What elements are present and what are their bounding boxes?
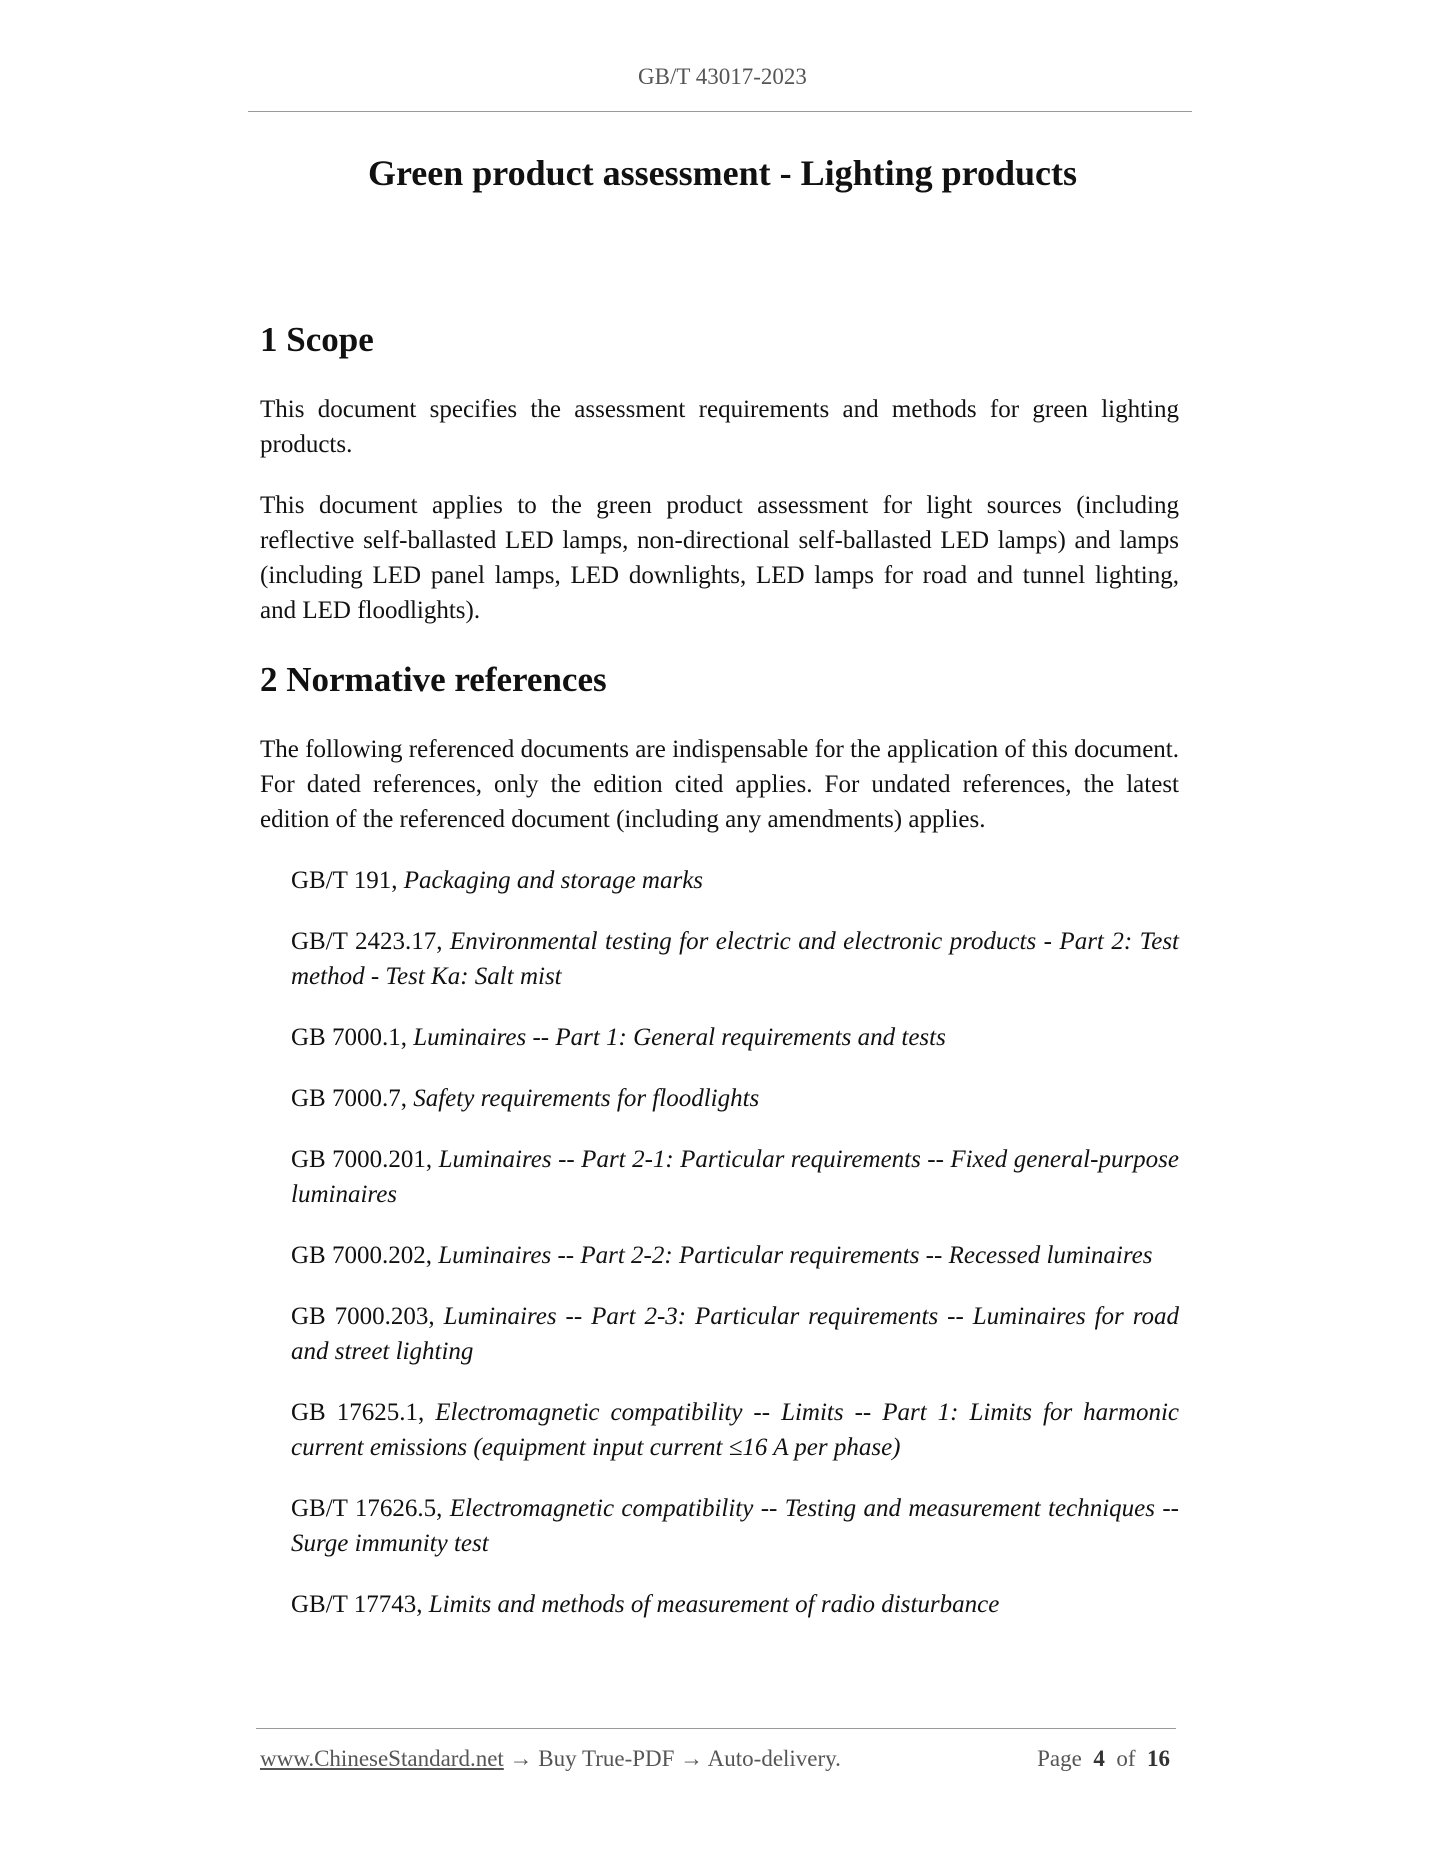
footer-divider (256, 1728, 1176, 1729)
references-intro-paragraph: The following referenced documents are indispensable for the application of this document. For dated references, only the edition cited applies. For undated references, the latest edition of the referenced document (including any amendments) applies. (260, 736, 1179, 833)
reference-code: GB 7000.203, (291, 1303, 435, 1330)
current-page-number: 4 (1093, 1746, 1105, 1771)
reference-title: Luminaires -- Part 2-1: Particular requirements -- Fixed general-purpose luminaires (291, 1146, 1179, 1208)
reference-code: GB 7000.7, (291, 1085, 407, 1112)
reference-item (260, 1020, 1179, 1055)
reference-item (260, 863, 1179, 898)
page-number (1037, 1746, 1170, 1772)
website-link[interactable]: www.ChineseStandard.net (260, 1746, 504, 1771)
total-pages-number: 16 (1147, 1746, 1170, 1771)
reference-code: GB/T 2423.17, (291, 928, 443, 955)
reference-item (260, 1238, 1179, 1273)
reference-title: Luminaires -- Part 2-3: Particular requirements -- Luminaires for road and street lighting (291, 1303, 1180, 1365)
reference-code: GB 7000.201, (291, 1146, 433, 1173)
section-heading-scope: 1 Scope (260, 320, 374, 359)
section-heading-normative-references: 2 Normative references (260, 660, 607, 699)
running-header: GB/T 43017-2023 (638, 64, 807, 89)
scope-paragraph: This document applies to the green product assessment for light sources (including reflective self-ballasted LED lamps, non-directional self-ballasted LED lamps) and lamps (including LED panel lamps, LED downlights, LED lamps for road and tunnel lighting, and LED floodlights). (260, 492, 1179, 624)
reference-item (260, 1299, 1179, 1369)
reference-item (260, 1081, 1179, 1116)
footer-promo (260, 1746, 841, 1772)
document-title: Green product assessment - Lighting products (367, 153, 1078, 193)
reference-item (260, 1395, 1179, 1465)
scope-paragraph: This document specifies the assessment requirements and methods for green lighting products. (260, 396, 1179, 458)
reference-code: GB 7000.1, (291, 1024, 407, 1051)
reference-title: Safety requirements for floodlights (413, 1085, 760, 1112)
reference-list (260, 863, 1179, 1622)
reference-code: GB/T 17743, (291, 1591, 423, 1618)
reference-title: Limits and methods of measurement of radio disturbance (428, 1591, 1000, 1618)
page-body (260, 318, 1179, 1648)
reference-item (260, 1142, 1179, 1212)
reference-item (260, 1491, 1179, 1561)
of-label: of (1116, 1746, 1136, 1771)
reference-code: GB/T 191, (291, 867, 398, 894)
reference-title: Electromagnetic compatibility -- Limits -- Part 1: Limits for harmonic current emissions (equipment input current ≤16 A per phase) (291, 1399, 1180, 1461)
reference-code: GB/T 17626.5, (291, 1495, 443, 1522)
reference-title: Luminaires -- Part 2-2: Particular requirements -- Recessed luminaires (438, 1242, 1153, 1269)
reference-item (260, 924, 1179, 994)
page-label: Page (1037, 1746, 1082, 1771)
reference-code: GB 7000.202, (291, 1242, 432, 1269)
reference-title: Environmental testing for electric and electronic products - Part 2: Test method - Test Ka: Salt mist (291, 928, 1179, 990)
reference-code: GB 17625.1, (291, 1399, 425, 1426)
header-divider (248, 111, 1192, 112)
reference-item (260, 1587, 1179, 1622)
reference-title: Luminaires -- Part 1: General requirements and tests (413, 1024, 946, 1051)
footer-promo-text: → Buy True-PDF → Auto-delivery. (509, 1746, 841, 1771)
reference-title: Electromagnetic compatibility -- Testing and measurement techniques -- Surge immunity test (291, 1495, 1179, 1557)
reference-title: Packaging and storage marks (403, 867, 704, 894)
